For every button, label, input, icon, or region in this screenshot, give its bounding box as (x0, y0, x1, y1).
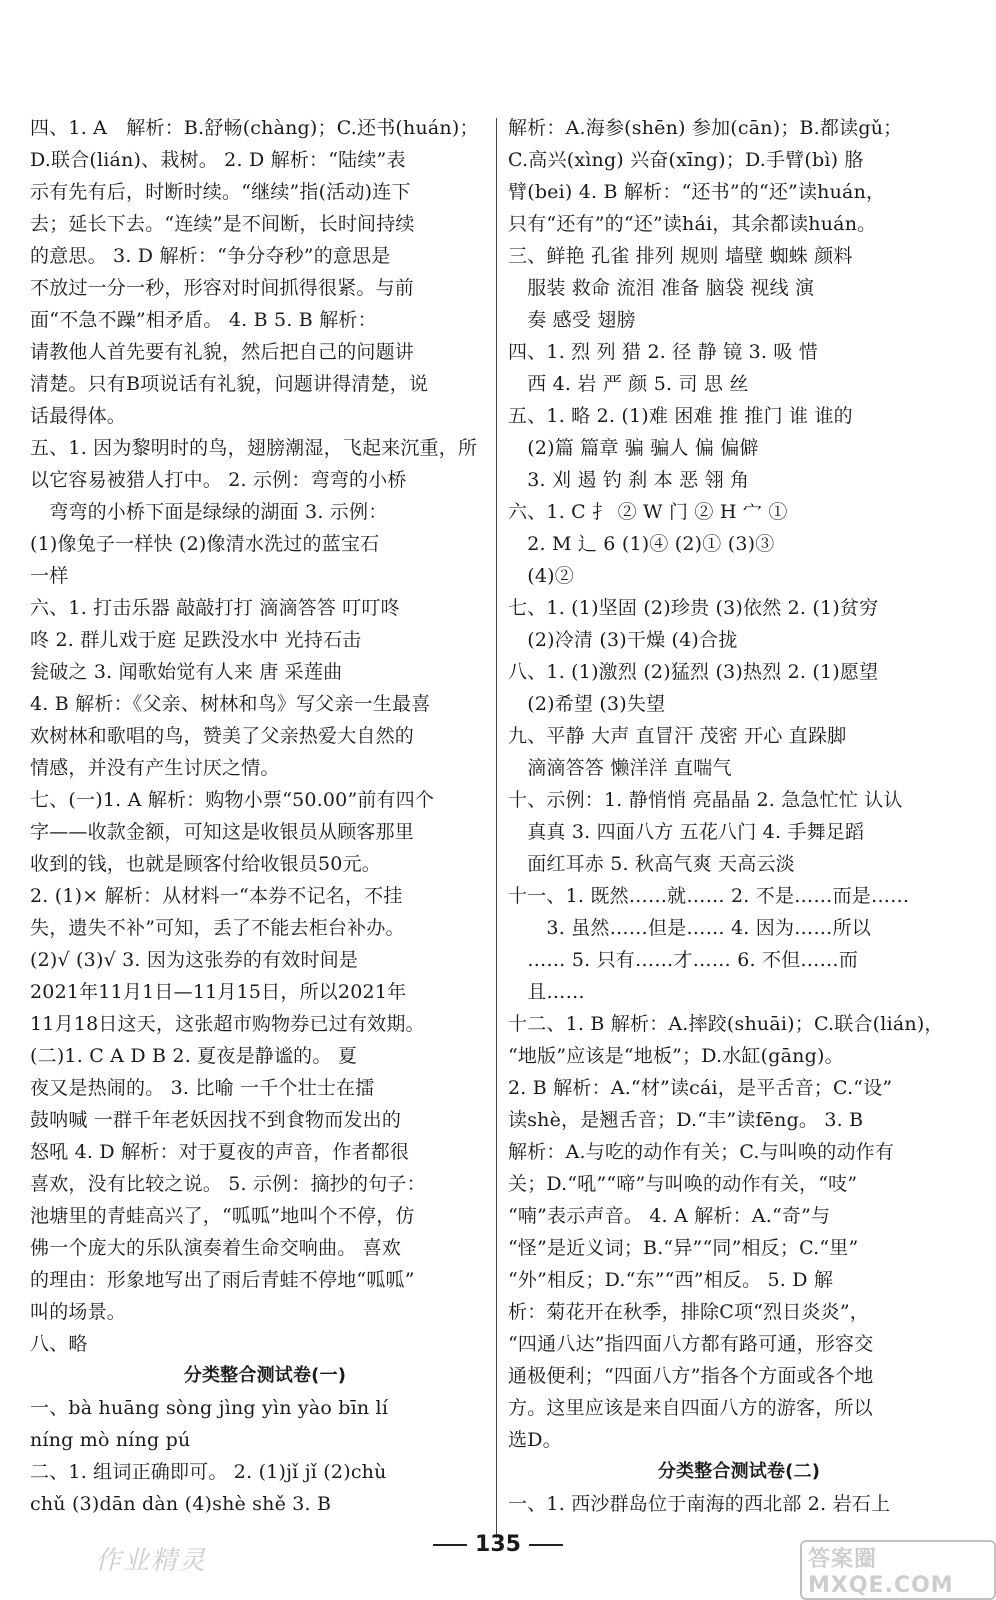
text-line: 3. 虽然……但是…… 4. 因为……所以 (508, 917, 871, 939)
text-line: “喃”表示声音。 4. A 解析：A.“奇”与 (508, 1205, 831, 1227)
text-line: “四通八达”指四面八方都有路可通，形容交 (508, 1333, 874, 1355)
text-line: 面红耳赤 5. 秋高气爽 天高云淡 (508, 853, 795, 875)
text-line: chǔ (3)dān dàn (4)shè shě 3. B (30, 1493, 332, 1515)
text-line: 2. M 辶 6 (1)④ (2)① (3)③ (508, 533, 775, 555)
text-line: 六、1. C 扌 ② W 门 ② H 宀 ① (508, 501, 788, 523)
text-line: 以它容易被猎人打中。 2. 示例：弯弯的小桥 (30, 469, 407, 491)
text-line: 一、1. 西沙群岛位于南海的西北部 2. 岩石上 (508, 1493, 891, 1515)
watermark-left: 作业精灵 (95, 1546, 208, 1576)
text-line: (2)篇 篇章 骗 骗人 偏 偏僻 (508, 437, 759, 459)
text-line: 请教他人首先要有礼貌，然后把自己的问题讲 (30, 341, 415, 363)
text-line: 欢树林和歌唱的鸟，赞美了父亲热爱大自然的 (30, 725, 415, 747)
text-line: 失，遗失不补”可知，丢了不能去柜台补办。 (30, 917, 405, 939)
text-line: 四、1. A 解析：B.舒畅(chàng)；C.还书(huán)； (30, 117, 479, 139)
text-line: 西 4. 岩 严 颜 5. 司 思 丝 (508, 373, 749, 395)
text-line: 五、1. 略 2. (1)难 困难 推 推门 谁 谁的 (508, 405, 853, 427)
text-line: “地版”应该是“地板”；D.水缸(gāng)。 (508, 1045, 844, 1067)
text-line: 只有“还有”的“还”读hái，其余都读huán。 (508, 213, 877, 235)
text-line: 四、1. 烈 列 猎 2. 径 静 镜 3. 吸 惜 (508, 341, 818, 363)
text-line: 真真 3. 四面八方 五花八门 4. 手舞足蹈 (508, 821, 865, 843)
text-line: 奏 感受 翅膀 (508, 309, 636, 331)
text-line: 鼓呐喊 一群千年老妖因找不到食物而发出的 (30, 1109, 402, 1131)
text-line: 收到的钱，也就是顾客付给收银员50元。 (30, 853, 381, 875)
text-line: 11月18日这天，这张超市购物券已过有效期。 (30, 1013, 425, 1035)
left-column (30, 112, 500, 1520)
text-line: “怪”是近义词；B.“异”“同”相反；C.“里” (508, 1237, 859, 1259)
text-line: 一样 (30, 565, 69, 587)
watermark-right-text: 答案圈 MXQE.COM (800, 1540, 996, 1600)
text-line: 3. 刈 遏 钓 刹 本 恶 翎 角 (508, 469, 750, 491)
page-number-text: 135 (475, 1532, 521, 1557)
text-line: 析：菊花开在秋季，排除C项“烈日炎炎”， (508, 1301, 869, 1323)
column-divider (496, 118, 497, 1538)
text-line: 分类整合测试卷(一) (183, 1365, 347, 1386)
text-line: 佛一个庞大的乐队演奏着生命交响曲。 喜欢 (30, 1237, 402, 1259)
text-line: 叫的场景。 (30, 1301, 127, 1323)
text-line: 喜欢，没有比较之说。 5. 示例：摘抄的句子： (30, 1173, 426, 1195)
text-line: 五、1. 因为黎明时的鸟，翅膀潮湿，飞起来沉重，所 (30, 437, 478, 459)
text-line: 八、略 (30, 1333, 88, 1355)
text-line: 弯弯的小桥下面是绿绿的湖面 3. 示例： (30, 501, 388, 523)
text-line: 十二、1. B 解析：A.摔跤(shuāi)；C.联合(lián)， (508, 1013, 944, 1035)
text-line: 读shè，是翘舌音；D.“丰”读fēng。 3. B (508, 1109, 864, 1131)
text-line: 一、bà huāng sòng jìng yìn yào bīn lí (30, 1397, 389, 1419)
text-line: 2021年11月1日—11月15日，所以2021年 (30, 981, 407, 1003)
text-line: 话最得体。 (30, 405, 127, 427)
text-line: 字——收款金额，可知这是收银员从顾客那里 (30, 821, 415, 843)
text-line: 清楚。只有B项说话有礼貌，问题讲得清楚，说 (30, 373, 429, 395)
watermark-right (800, 1540, 996, 1600)
page-dash-left (433, 1544, 467, 1546)
text-line: 通极便利；“四面八方”指各个方面或各个地 (508, 1365, 874, 1387)
text-line: 咚 2. 群儿戏于庭 足跌没水中 光持石击 (30, 629, 362, 651)
text-line: 十一、1. 既然……就…… 2. 不是……而是…… (508, 885, 910, 907)
text-line: 瓮破之 3. 闻歌始觉有人来 唐 采莲曲 (30, 661, 343, 683)
text-line: 七、(一)1. A 解析：购物小票“50.00”前有四个 (30, 789, 435, 811)
text-line: 解析：A.与吃的动作有关；C.与叫唤的动作有 (508, 1141, 895, 1163)
text-line: 的理由：形象地写出了雨后青蛙不停地“呱呱” (30, 1269, 415, 1291)
text-line: …… 5. 只有……才…… 6. 不但……而 (508, 949, 859, 971)
text-line: 的意思。 3. D 解析：“争分夺秒”的意思是 (30, 245, 391, 267)
text-line: 六、1. 打击乐器 敲敲打打 滴滴答答 叮叮咚 (30, 597, 400, 619)
text-line: (1)像兔子一样快 (2)像清水洗过的蓝宝石 (30, 533, 380, 555)
text-line: C.高兴(xìng) 兴奋(xīng)；D.手臂(bì) 胳 (508, 149, 864, 171)
text-line: 夜又是热闹的。 3. 比喻 一千个壮士在擂 (30, 1077, 375, 1099)
text-line: 选D。 (508, 1429, 562, 1451)
text-line: 九、平静 大声 直冒汗 茂密 开心 直跺脚 (508, 725, 847, 747)
text-line: 七、1. (1)坚固 (2)珍贵 (3)依然 2. (1)贫穷 (508, 597, 879, 619)
text-line: 且…… (508, 981, 585, 1003)
text-line: 2. B 解析：A.“材”读cái，是平舌音；C.“设” (508, 1077, 893, 1099)
text-line: 服装 救命 流泪 准备 脑袋 视线 演 (508, 277, 815, 299)
right-column (508, 112, 970, 1520)
text-line: (2)冷清 (3)干燥 (4)合拢 (508, 629, 738, 651)
text-line: 臂(bei) 4. B 解析：“还书”的“还”读huán， (508, 181, 886, 203)
text-line: 八、1. (1)激烈 (2)猛烈 (3)热烈 2. (1)愿望 (508, 661, 879, 683)
text-line: 池塘里的青蛙高兴了，“呱呱”地叫个不停，仿 (30, 1205, 415, 1227)
text-line: (2)√ (3)√ 3. 因为这张券的有效时间是 (30, 949, 359, 971)
text-line: (2)希望 (3)失望 (508, 693, 666, 715)
text-line: 怒吼 4. D 解析：对于夏夜的声音，作者都很 (30, 1141, 410, 1163)
text-line: 去；延长下去。“连续”是不间断，长时间持续 (30, 213, 415, 235)
text-line: 示有先有后，时断时续。“继续”指(活动)连下 (30, 181, 411, 203)
text-line: 方。这里应该是来自四面八方的游客，所以 (508, 1397, 873, 1419)
text-line: níng mò níng pú (30, 1429, 191, 1451)
page-dash-right (529, 1544, 563, 1546)
text-line: 三、鲜艳 孔雀 排列 规则 墙壁 蜘蛛 颜料 (508, 245, 853, 267)
text-line: D.联合(lián)、栽树。 2. D 解析：“陆续”表 (30, 149, 406, 171)
text-line: “外”相反；D.“东”“西”相反。 5. D 解 (508, 1269, 834, 1291)
text-line: 二、1. 组词正确即可。 2. (1)jǐ jǐ (2)chù (30, 1461, 387, 1483)
text-line: 十、示例：1. 静悄悄 亮晶晶 2. 急急忙忙 认认 (508, 789, 903, 811)
text-line: 情感，并没有产生讨厌之情。 (30, 757, 280, 779)
text-line: (4)② (508, 565, 574, 587)
text-line: 滴滴答答 懒洋洋 直喘气 (508, 757, 732, 779)
text-line: 分类整合测试卷(二) (657, 1461, 821, 1482)
text-line: 面“不急不躁”相矛盾。 4. B 5. B 解析： (30, 309, 377, 331)
text-line: 解析：A.海参(shēn) 参加(cān)；B.都读gǔ； (508, 117, 903, 139)
text-line: 不放过一分一秒，形容对时间抓得很紧。与前 (30, 277, 415, 299)
text-line: 2. (1)× 解析：从材料一“本券不记名，不挂 (30, 885, 403, 907)
text-line: 关；D.“吼”“啼”与叫唤的动作有关，“吱” (508, 1173, 858, 1195)
text-line: (二)1. C A D B 2. 夏夜是静谧的。 夏 (30, 1045, 358, 1067)
text-line: 4. B 解析：《父亲、树林和鸟》写父亲一生最喜 (30, 693, 431, 715)
